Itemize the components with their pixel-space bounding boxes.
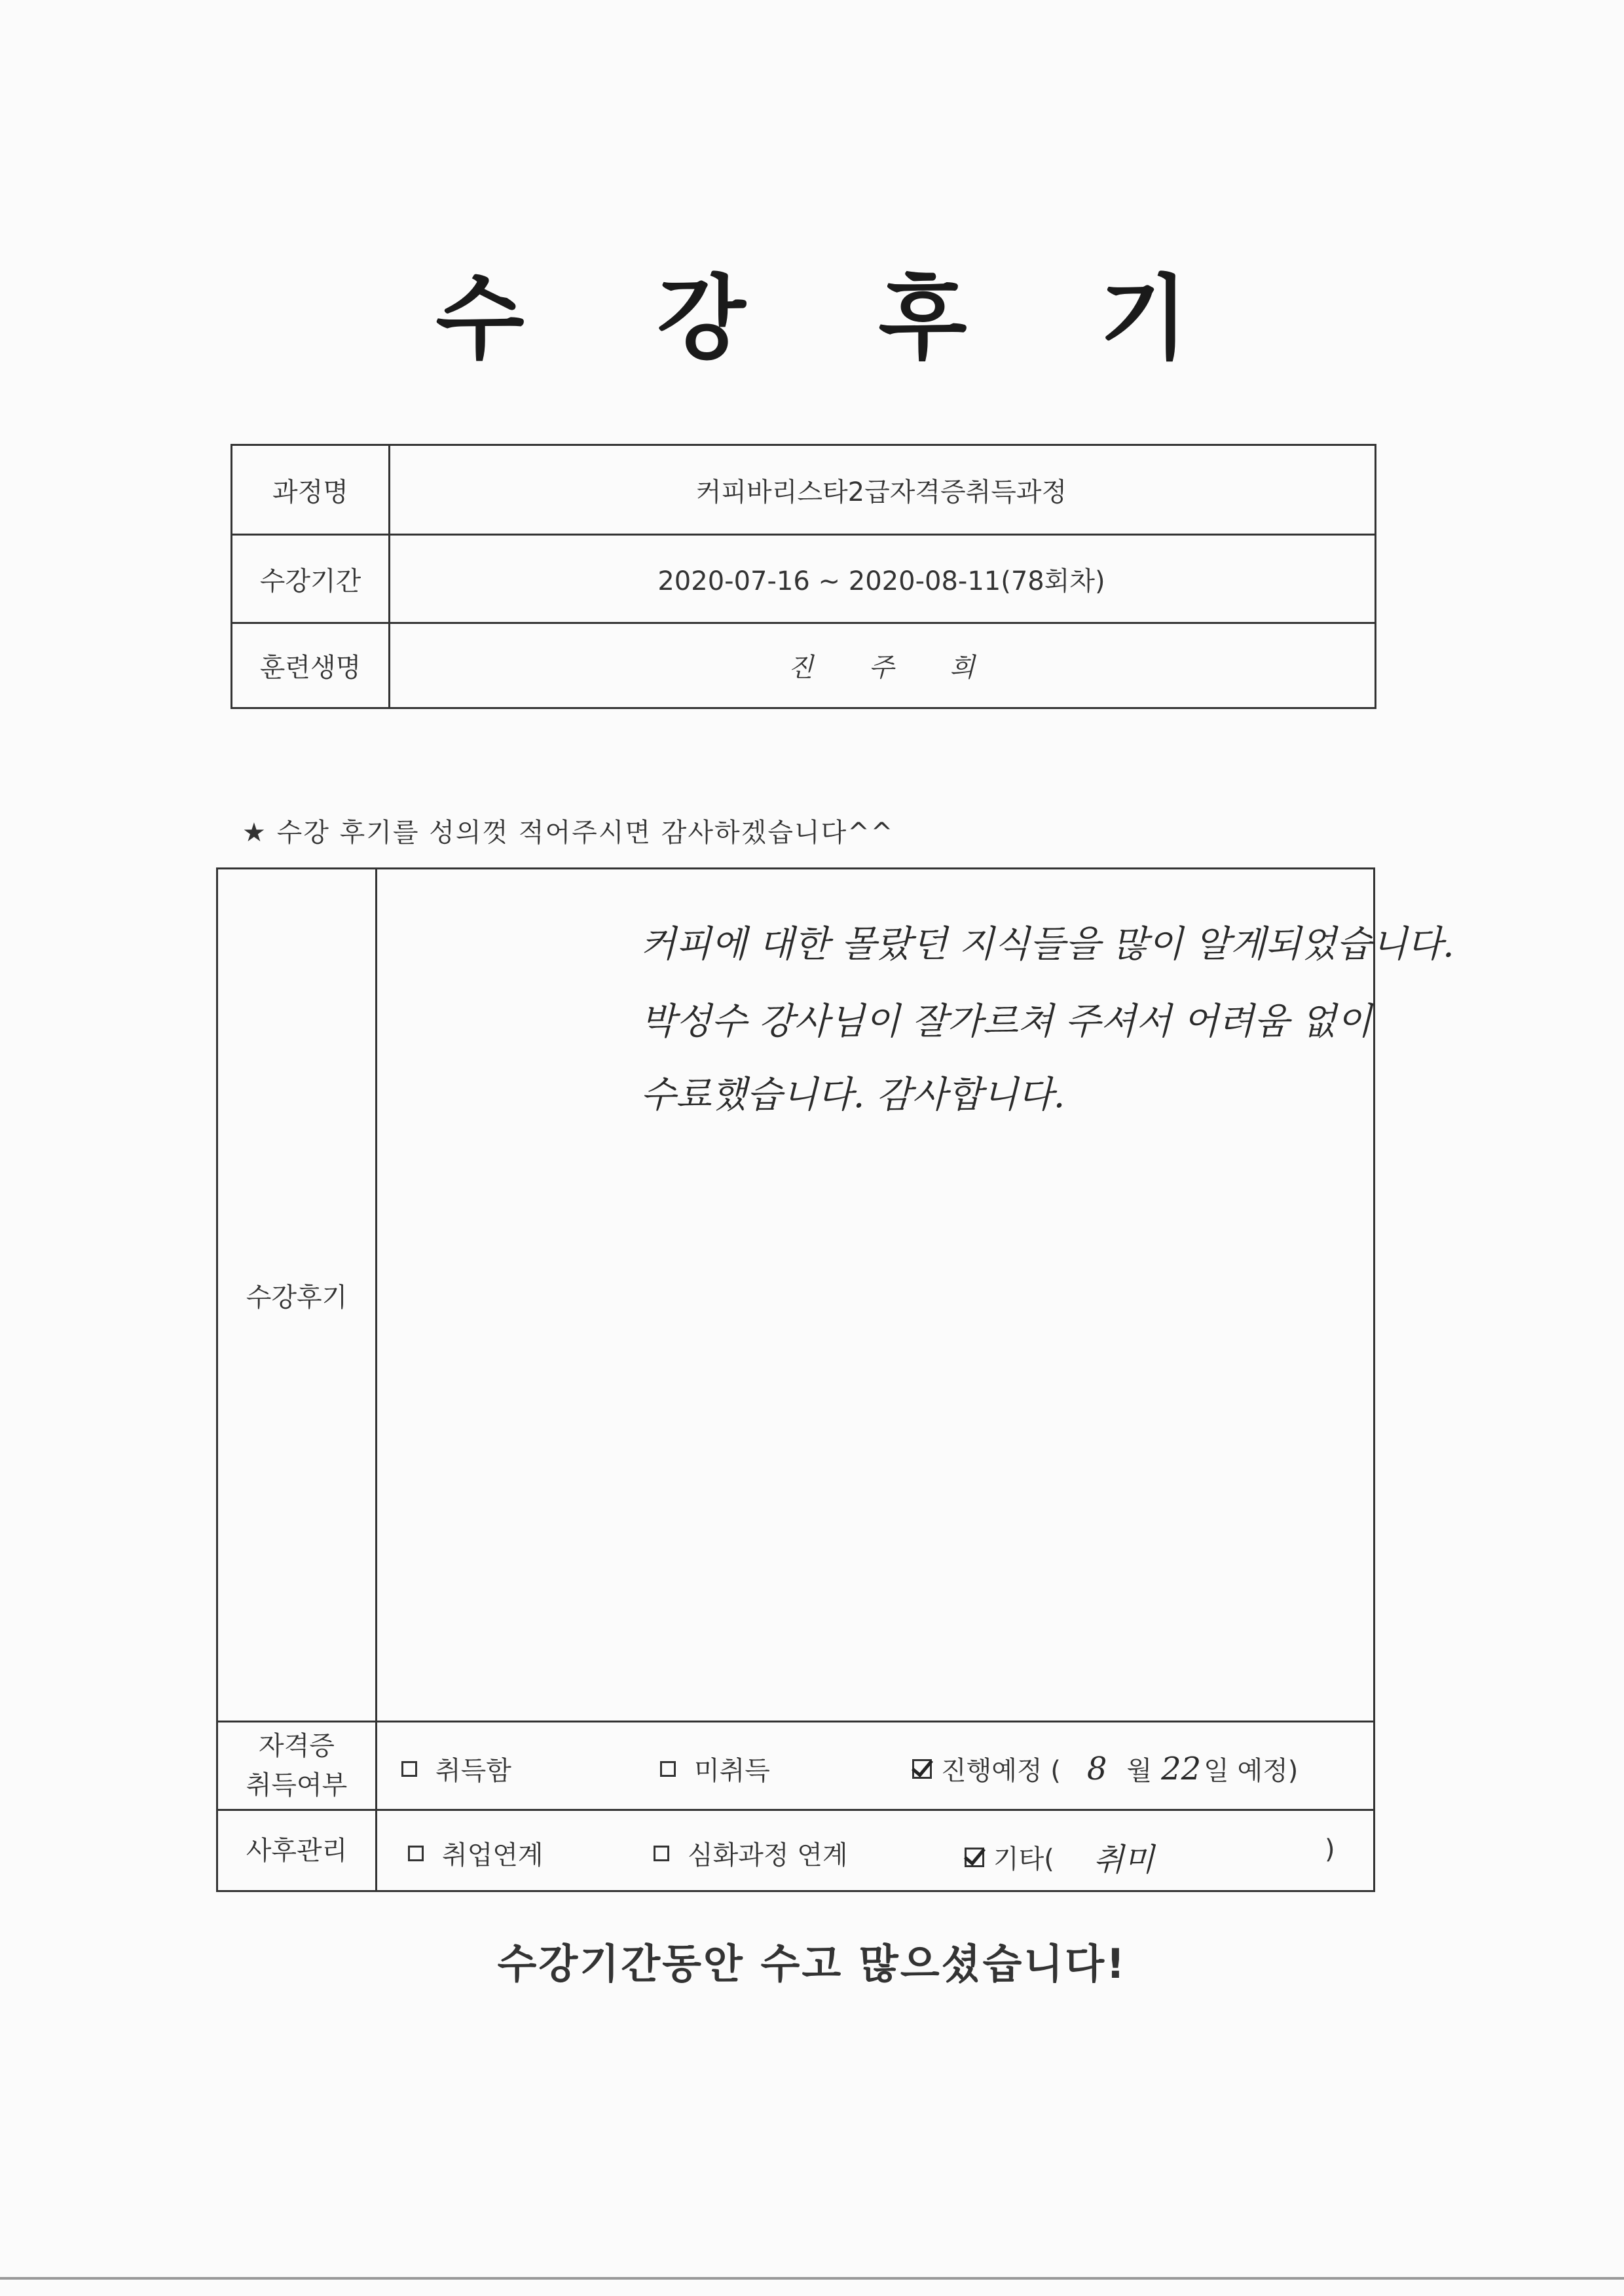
review-notice: ★ 수강 후기를 성의껏 적어주시면 감사하겠습니다^^ [242,818,895,848]
course-name-value: 커피바리스타2급자격증취득과정 [695,477,1067,507]
certification-label-line1: 자격증 [259,1731,335,1761]
option-not-acquired[interactable] [660,1750,770,1787]
review-table [216,867,1454,1892]
course-period-label: 수강기간 [232,536,390,622]
page-title: 수 강 후 기 [435,266,1239,373]
review-line-3: 수료했습니다. 감사합니다. [640,1074,1065,1116]
option-acquired[interactable] [401,1750,511,1787]
review-text-area [375,869,1454,1721]
course-name-row [231,444,1376,536]
option-not-acquired-label: 미취득 [694,1756,770,1786]
option-planned[interactable] [912,1750,1298,1787]
planned-month: 8 [1086,1750,1107,1787]
trainee-name-row [231,622,1376,709]
trainee-name-label: 훈련생명 [232,624,390,707]
other-value: 취미 [1093,1842,1154,1878]
course-info-table [231,444,1376,709]
checkbox-planned-checked[interactable] [912,1759,932,1779]
review-label: 수강후기 [218,869,377,1721]
scan-edge-line [0,2277,1624,2280]
certification-label [218,1722,377,1809]
day-unit: 일 예정) [1204,1756,1299,1786]
review-line-2: 박성수 강사님이 잘가르쳐 주셔서 어려움 없이 [640,1000,1372,1043]
option-job-label: 취업연계 [442,1840,544,1870]
checkbox-acquired[interactable] [401,1761,417,1777]
checkbox-advanced[interactable] [654,1846,669,1861]
checkbox-job[interactable] [408,1846,424,1861]
planned-day: 22 [1161,1750,1202,1787]
option-other[interactable] [965,1834,1154,1880]
option-advanced-label: 심화과정 연계 [688,1840,848,1870]
option-acquired-label: 취득함 [435,1756,511,1786]
followup-label: 사후관리 [218,1811,377,1890]
followup-close-paren: ) [1325,1834,1335,1865]
closing-message: 수강기간동안 수고 많으셨습니다! [497,1940,1127,1988]
option-advanced[interactable] [654,1834,848,1872]
month-unit: 월 [1126,1756,1153,1786]
option-job[interactable] [408,1834,544,1872]
followup-row [218,1809,1373,1890]
course-period-row [231,534,1376,624]
checkbox-not-acquired[interactable] [660,1761,676,1777]
checkbox-other-checked[interactable] [965,1848,984,1867]
course-period-value: 2020-07-16 ~ 2020-08-11(78회차) [657,566,1105,596]
course-name-label: 과정명 [232,446,390,534]
option-other-label: 기타( [993,1844,1054,1874]
option-planned-label: 진행예정 ( [941,1756,1061,1786]
certification-label-line2: 취득여부 [246,1770,348,1800]
trainee-name-value: 진 주 희 [788,653,999,683]
certification-row [218,1721,1373,1809]
review-line-1: 커피에 대한 몰랐던 지식들을 많이 알게되었습니다. [640,923,1454,966]
